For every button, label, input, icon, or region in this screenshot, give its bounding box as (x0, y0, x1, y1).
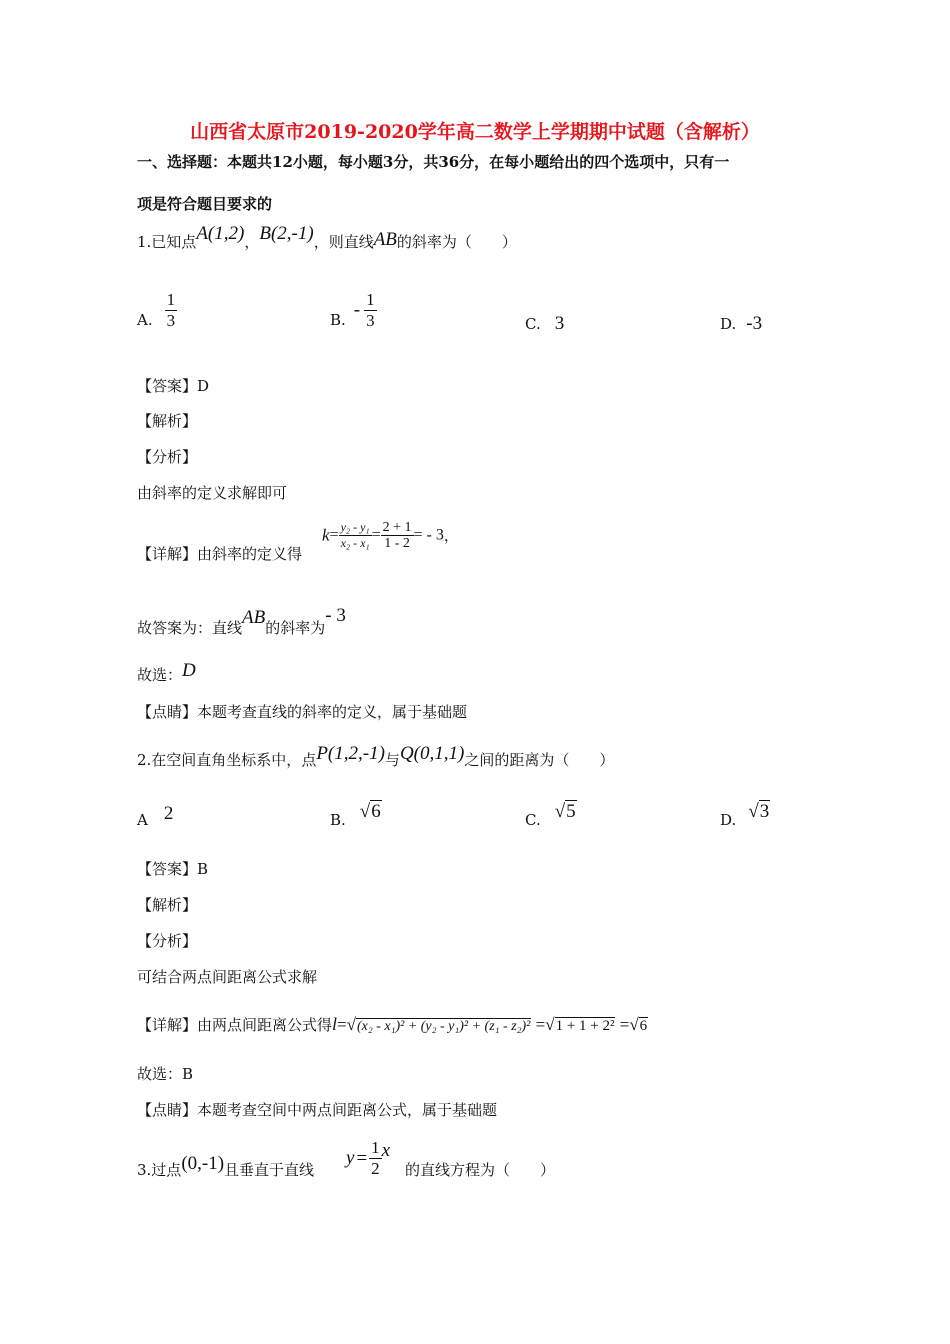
q2-mid: 与 (384, 751, 400, 769)
choice-prefix: 故选： (137, 666, 183, 684)
q2-option-c (525, 801, 577, 830)
sqrt: √6 (629, 1015, 648, 1034)
q3-equation (346, 1138, 390, 1179)
q1-prefix: 1.已知点 (137, 233, 197, 251)
comma: ， (443, 526, 459, 545)
q1-point-a: A(1,2) (196, 223, 245, 244)
q2-answer: 【答案】B (137, 860, 209, 878)
q1-mid: ，则直线 (313, 233, 374, 251)
q1-suffix: 的斜率为（ ） (396, 233, 517, 251)
sqrt: √3 (748, 801, 770, 822)
q1-stem (137, 223, 517, 252)
variable-y: y (346, 1147, 355, 1169)
fraction-numerator: 1 (371, 1138, 380, 1157)
detail-prefix: 【详解】由两点间距离公式得 (137, 1016, 333, 1034)
option-label: D. (720, 811, 737, 829)
q2-suffix: 之间的距离为（ ） (464, 751, 615, 769)
option-label: B. (330, 811, 346, 829)
q3-mid: 且垂直于直线 (224, 1161, 315, 1179)
q2-option-d (720, 801, 770, 830)
q2-point-p: P(1,2,-1) (316, 743, 385, 764)
conclusion-prefix: 故答案为：直线 (137, 619, 243, 637)
option-label: D. (720, 315, 737, 333)
q1-comment: 【点睛】本题考查直线的斜率的定义，属于基础题 (137, 703, 468, 721)
q1-option-a (137, 290, 177, 331)
choice-value: D (182, 660, 196, 681)
fraction-numerator: 2 + 1 (382, 520, 412, 535)
detail-prefix: 【详解】由斜率的定义得 (137, 545, 303, 563)
q2-analysis: 可结合两点间距离公式求解 (137, 968, 318, 986)
q1-analysis: 由斜率的定义求解即可 (137, 484, 288, 502)
page-title: 山西省太原市2019-2020学年高二数学上学期期中试题（含解析） (190, 121, 760, 143)
fraction-denominator: x₂ - x₁ (340, 536, 370, 550)
fraction-denominator: 3 (166, 311, 176, 330)
q3-prefix: 3.过点 (137, 1161, 182, 1179)
radicand: (x₂ - x₁)² + (y₂ - y₁)² + (z₁ - z₂)² (356, 1019, 531, 1034)
q3-stem (137, 1153, 315, 1180)
q2-point-q: Q(0,1,1) (399, 743, 465, 764)
segment-ab: AB (242, 607, 266, 628)
option-label: B. (330, 310, 346, 329)
sqrt: √1 + 1 + 2² (545, 1015, 615, 1034)
sqrt: √(x₂ - x₁)² + (y₂ - y₁)² + (z₁ - z₂)² (346, 1015, 531, 1034)
variable-l: l (332, 1014, 338, 1034)
fraction (369, 1138, 382, 1179)
radicand: 3 (759, 801, 770, 822)
variable-x: x (381, 1139, 391, 1161)
fraction-numerator: y₂ - y₁ (340, 520, 370, 534)
q1-conclusion (137, 605, 346, 638)
equals-sign: = (356, 1147, 368, 1169)
fraction-denominator: 3 (366, 311, 375, 330)
option-value: 3 (554, 313, 565, 334)
sqrt: √6 (359, 801, 381, 822)
q2-jiexi-heading: 【解析】 (137, 896, 198, 914)
option-label: A (137, 811, 148, 829)
q2-prefix: 2.在空间直角坐标系中，点 (137, 751, 317, 769)
q2-fenxi-heading: 【分析】 (137, 932, 198, 950)
sqrt: √5 (554, 801, 576, 822)
option-label: C. (525, 315, 541, 333)
fraction (165, 290, 178, 331)
radicand: 6 (371, 801, 381, 822)
q2-stem (137, 743, 615, 770)
fraction (381, 520, 414, 551)
radicand: 1 + 1 + 2² (555, 1018, 615, 1034)
option-label: C. (525, 811, 541, 829)
q1-fenxi-heading: 【分析】 (137, 448, 198, 466)
result: = - 3 (413, 526, 444, 544)
q1-sep: ， (244, 233, 260, 251)
q1-point-b: B(2,-1) (259, 223, 314, 244)
radicand: 5 (566, 801, 576, 822)
q2-option-b (330, 801, 382, 830)
conclusion-mid: 的斜率为 (265, 619, 326, 637)
q3-point: (0,-1) (181, 1153, 225, 1174)
fraction-numerator: 1 (166, 290, 176, 309)
q1-jiexi-heading: 【解析】 (137, 412, 198, 430)
option-label: A. (137, 310, 153, 329)
q1-ab: AB (373, 229, 397, 250)
radicand: 6 (639, 1018, 648, 1034)
fraction (339, 520, 372, 551)
q1-detail-formula: k= $\frac{\text{y₂ - y₁}}{\text{x₂ - x₁}}$ = $\frac{2 + 1}{1 - 2}$ = - 3， (322, 520, 459, 551)
q3-suffix: 的直线方程为（ ） (405, 1161, 556, 1179)
section-heading-line2: 项是符合题目要求的 (137, 195, 273, 213)
q1-choice (137, 660, 196, 685)
q2-choice: 故选：B (137, 1065, 194, 1083)
q1-option-c (525, 314, 564, 334)
minus-sign: - (353, 299, 361, 321)
q1-option-b (330, 290, 377, 331)
q2-detail: 【详解】由两点间距离公式得l=√(x₂ - x₁)² + (y₂ - y₁)² + (z₁ - z₂)² =√1 + 1 + 2² =√6 (137, 1014, 648, 1037)
q1-detail (137, 544, 302, 564)
fraction-denominator: 1 - 2 (384, 536, 410, 551)
section-heading-line1: 一、选择题：本题共12小题，每小题3分，共36分，在每小题给出的四个选项中，只有一 (137, 153, 730, 171)
fraction-numerator: 1 (366, 290, 375, 309)
q1-option-d (720, 314, 762, 334)
fraction (364, 290, 377, 331)
q2-comment: 【点睛】本题考查空间中两点间距离公式，属于基础题 (137, 1101, 498, 1119)
option-value: -3 (746, 313, 763, 334)
conclusion-value: - 3 (325, 605, 346, 626)
option-value: 2 (163, 803, 174, 824)
q2-option-a (137, 803, 174, 830)
fraction-denominator: 2 (371, 1159, 380, 1178)
variable-k: k (322, 525, 330, 545)
q1-answer: 【答案】D (137, 377, 210, 395)
